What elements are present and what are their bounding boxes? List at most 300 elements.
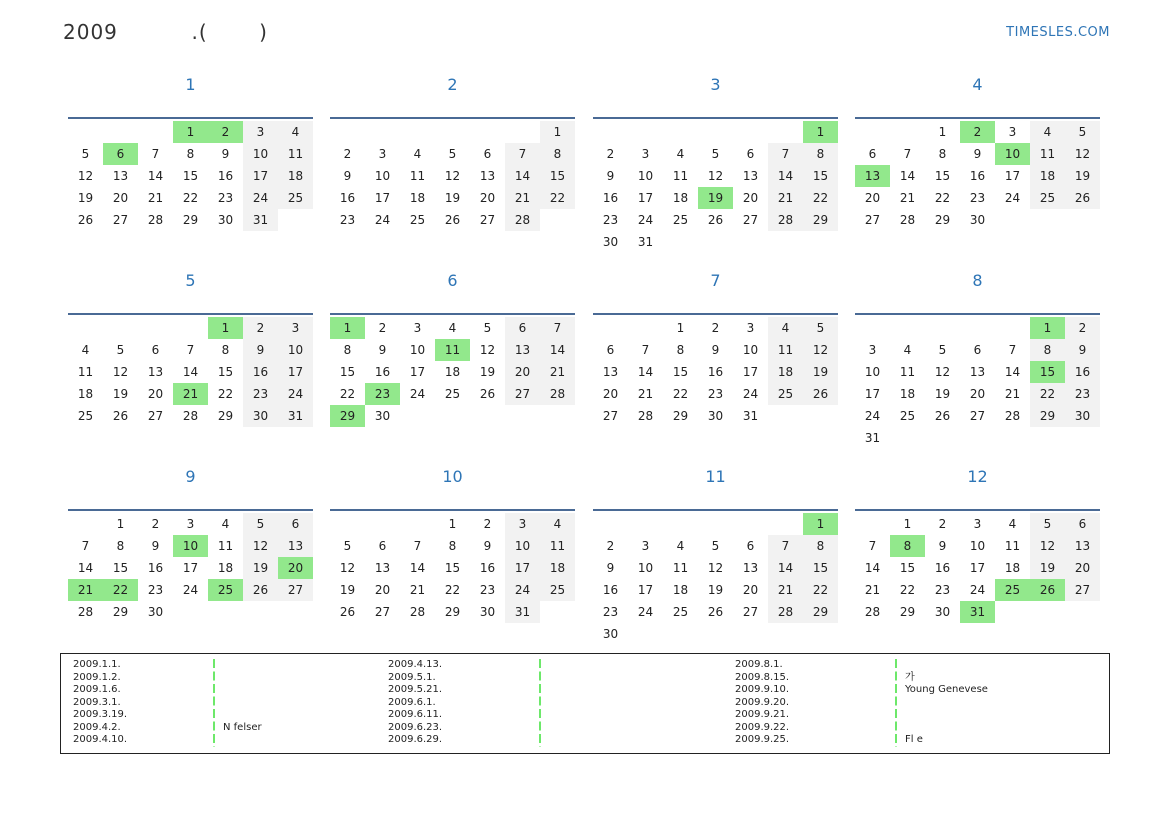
day-cell: 26 — [707, 213, 724, 227]
day-cell: 2 — [243, 317, 278, 339]
day-cell: 13 — [147, 365, 164, 379]
holiday-day-cell: 26 — [1030, 579, 1065, 601]
day-cell: 31 — [742, 409, 759, 423]
day-cell: 28 — [899, 213, 916, 227]
day-cell: 21 — [409, 583, 426, 597]
note-separator — [895, 659, 897, 747]
day-cell: 23 — [479, 583, 496, 597]
empty-cell — [68, 513, 103, 535]
day-cell: 24 — [374, 213, 391, 227]
day-cell: 26 — [803, 383, 838, 405]
month-grid — [330, 121, 575, 231]
empty-cell — [400, 513, 435, 535]
day-cell: 15 — [540, 165, 575, 187]
day-cell: 5 — [1030, 513, 1065, 535]
day-cell: 22 — [899, 583, 916, 597]
day-cell: 30 — [217, 213, 234, 227]
day-cell: 31 — [278, 405, 313, 427]
day-cell: 9 — [938, 539, 947, 553]
day-cell: 23 — [217, 191, 234, 205]
day-cell: 8 — [448, 539, 457, 553]
day-cell: 31 — [864, 431, 881, 445]
holiday-day-cell: 8 — [890, 535, 925, 557]
day-cell: 5 — [711, 147, 720, 161]
holiday-day-cell: 2 — [960, 121, 995, 143]
month-1 — [68, 70, 313, 231]
day-cell: 22 — [339, 387, 356, 401]
day-cell: 2 — [1065, 317, 1100, 339]
day-cell: 25 — [1030, 187, 1065, 209]
day-cell: 1 — [116, 517, 125, 531]
day-cell: 2 — [938, 517, 947, 531]
day-cell: 26 — [479, 387, 496, 401]
month-divider — [593, 313, 838, 315]
day-cell: 18 — [1030, 165, 1065, 187]
day-cell: 12 — [112, 365, 129, 379]
day-cell: 19 — [243, 557, 278, 579]
holiday-day-cell: 1 — [803, 121, 838, 143]
day-cell: 24 — [182, 583, 199, 597]
note-separator — [213, 659, 215, 747]
day-cell: 19 — [339, 583, 356, 597]
holiday-day-cell: 22 — [103, 579, 138, 601]
day-cell: 28 — [864, 605, 881, 619]
month-divider — [855, 117, 1100, 119]
day-cell: 30 — [147, 605, 164, 619]
day-cell: 30 — [934, 605, 951, 619]
day-cell: 19 — [1030, 557, 1065, 579]
day-cell: 18 — [768, 361, 803, 383]
day-cell: 31 — [637, 235, 654, 249]
day-cell: 13 — [505, 339, 540, 361]
day-cell: 16 — [1065, 361, 1100, 383]
day-cell: 24 — [969, 583, 986, 597]
day-cell: 3 — [868, 343, 877, 357]
day-cell: 16 — [707, 365, 724, 379]
day-cell: 27 — [278, 579, 313, 601]
note-description: Fl e — [905, 734, 923, 745]
day-cell: 30 — [602, 235, 619, 249]
day-cell: 6 — [746, 539, 755, 553]
day-cell: 30 — [969, 213, 986, 227]
day-cell: 17 — [243, 165, 278, 187]
holiday-day-cell: 21 — [68, 579, 103, 601]
holiday-day-cell: 25 — [208, 579, 243, 601]
empty-cell — [890, 121, 925, 143]
note-date: 2009.8.15. — [735, 671, 790, 683]
day-cell: 29 — [672, 409, 689, 423]
holiday-notes-box — [60, 653, 1110, 754]
day-cell: 11 — [768, 339, 803, 361]
note-date: 2009.9.21. — [735, 709, 790, 720]
day-cell: 20 — [969, 387, 986, 401]
day-cell: 26 — [243, 579, 278, 601]
day-cell: 19 — [707, 583, 724, 597]
day-cell: 16 — [602, 583, 619, 597]
empty-cell — [505, 121, 540, 143]
day-cell: 19 — [479, 365, 496, 379]
month-name: 7 — [710, 271, 721, 290]
day-cell: 13 — [112, 169, 129, 183]
day-cell: 7 — [186, 343, 195, 357]
month-grid — [68, 513, 313, 623]
day-cell: 20 — [112, 191, 129, 205]
day-cell: 9 — [343, 169, 352, 183]
holiday-day-cell: 21 — [173, 383, 208, 405]
day-cell: 8 — [221, 343, 230, 357]
day-cell: 26 — [112, 409, 129, 423]
empty-cell — [925, 317, 960, 339]
day-cell: 22 — [182, 191, 199, 205]
note-description: Young Genevese — [905, 684, 988, 695]
day-cell: 3 — [1008, 125, 1017, 139]
month-5 — [68, 266, 313, 427]
empty-cell — [365, 121, 400, 143]
day-cell: 20 — [742, 191, 759, 205]
day-cell: 29 — [1030, 405, 1065, 427]
day-cell: 7 — [903, 147, 912, 161]
day-cell: 29 — [217, 409, 234, 423]
day-cell: 4 — [903, 343, 912, 357]
day-cell: 5 — [343, 539, 352, 553]
day-cell: 8 — [676, 343, 685, 357]
day-cell: 27 — [505, 383, 540, 405]
day-cell: 26 — [707, 605, 724, 619]
day-cell: 16 — [374, 365, 391, 379]
day-cell: 4 — [413, 147, 422, 161]
empty-cell — [733, 513, 768, 535]
day-cell: 30 — [374, 409, 391, 423]
day-cell: 23 — [934, 583, 951, 597]
day-cell: 11 — [540, 535, 575, 557]
day-cell: 29 — [112, 605, 129, 619]
day-cell: 17 — [182, 561, 199, 575]
day-cell: 7 — [868, 539, 877, 553]
day-cell: 25 — [672, 605, 689, 619]
day-cell: 19 — [934, 387, 951, 401]
day-cell: 6 — [746, 147, 755, 161]
empty-cell — [768, 513, 803, 535]
day-cell: 15 — [112, 561, 129, 575]
note-date: 2009.9.22. — [735, 721, 790, 733]
month-divider — [68, 117, 313, 119]
day-cell: 24 — [637, 213, 654, 227]
note-date: 2009.1.1. — [73, 659, 121, 670]
day-cell: 8 — [116, 539, 125, 553]
day-cell: 17 — [409, 365, 426, 379]
day-cell: 25 — [672, 213, 689, 227]
day-cell: 2 — [606, 147, 615, 161]
day-cell: 20 — [374, 583, 391, 597]
note-dates-column — [735, 659, 789, 747]
day-cell: 27 — [374, 605, 391, 619]
day-cell: 8 — [803, 535, 838, 557]
day-cell: 13 — [374, 561, 391, 575]
day-cell: 21 — [864, 583, 881, 597]
note-date: 2009.3.1. — [73, 696, 121, 708]
month-name: 8 — [972, 271, 983, 290]
month-name: 9 — [185, 467, 196, 486]
note-date: 2009.4.2. — [73, 721, 121, 733]
holiday-day-cell: 1 — [1030, 317, 1065, 339]
day-cell: 15 — [339, 365, 356, 379]
note-date: 2009.8.1. — [735, 659, 783, 670]
day-cell: 7 — [768, 143, 803, 165]
day-cell: 4 — [221, 517, 230, 531]
day-cell: 21 — [899, 191, 916, 205]
day-cell: 27 — [864, 213, 881, 227]
day-cell: 4 — [1008, 517, 1017, 531]
day-cell: 7 — [413, 539, 422, 553]
empty-cell — [663, 121, 698, 143]
day-cell: 17 — [637, 191, 654, 205]
day-cell: 11 — [409, 169, 426, 183]
day-cell: 28 — [540, 383, 575, 405]
month-name: 10 — [442, 467, 463, 486]
day-cell: 18 — [540, 557, 575, 579]
holiday-day-cell: 23 — [365, 383, 400, 405]
day-cell: 1 — [448, 517, 457, 531]
month-9 — [68, 462, 313, 623]
day-cell: 8 — [1030, 339, 1065, 361]
holiday-day-cell: 25 — [995, 579, 1030, 601]
day-cell: 15 — [217, 365, 234, 379]
day-cell: 18 — [409, 191, 426, 205]
day-cell: 21 — [540, 361, 575, 383]
month-divider — [593, 509, 838, 511]
day-cell: 1 — [938, 125, 947, 139]
day-cell: 20 — [147, 387, 164, 401]
day-cell: 23 — [602, 605, 619, 619]
day-cell: 21 — [768, 187, 803, 209]
note-description — [223, 672, 262, 685]
day-cell: 6 — [278, 513, 313, 535]
empty-cell — [103, 317, 138, 339]
day-cell: 14 — [864, 561, 881, 575]
day-cell: 9 — [973, 147, 982, 161]
day-cell: 2 — [343, 147, 352, 161]
day-cell: 8 — [343, 343, 352, 357]
empty-cell — [330, 121, 365, 143]
day-cell: 7 — [505, 143, 540, 165]
day-cell: 18 — [217, 561, 234, 575]
empty-cell — [138, 121, 173, 143]
day-cell: 30 — [243, 405, 278, 427]
day-cell: 25 — [409, 213, 426, 227]
note-date: 2009.5.1. — [388, 671, 436, 683]
month-grid — [855, 317, 1100, 449]
day-cell: 29 — [444, 605, 461, 619]
day-cell: 21 — [147, 191, 164, 205]
note-description — [223, 684, 262, 697]
note-date: 2009.9.25. — [735, 734, 790, 745]
note-date: 2009.6.29. — [388, 734, 443, 745]
day-cell: 7 — [540, 317, 575, 339]
day-cell: 8 — [938, 147, 947, 161]
day-cell: 24 — [1004, 191, 1021, 205]
day-cell: 30 — [602, 627, 619, 641]
day-cell: 12 — [339, 561, 356, 575]
day-cell: 20 — [505, 361, 540, 383]
empty-cell — [960, 317, 995, 339]
month-name: 1 — [185, 75, 196, 94]
note-date: 2009.4.10. — [73, 734, 128, 745]
empty-cell — [733, 121, 768, 143]
day-cell: 23 — [147, 583, 164, 597]
day-cell: 14 — [182, 365, 199, 379]
empty-cell — [103, 121, 138, 143]
month-divider — [855, 509, 1100, 511]
day-cell: 24 — [278, 383, 313, 405]
note-description — [223, 697, 262, 710]
note-date: 2009.1.6. — [73, 684, 121, 695]
month-name: 3 — [710, 75, 721, 94]
day-cell: 30 — [479, 605, 496, 619]
empty-cell — [628, 121, 663, 143]
note-date: 2009.1.2. — [73, 671, 121, 683]
day-cell: 23 — [602, 213, 619, 227]
day-cell: 23 — [969, 191, 986, 205]
day-cell: 17 — [278, 361, 313, 383]
day-cell: 4 — [1030, 121, 1065, 143]
holiday-day-cell: 1 — [803, 513, 838, 535]
day-cell: 19 — [803, 361, 838, 383]
month-grid — [330, 513, 575, 623]
day-cell: 24 — [409, 387, 426, 401]
day-cell: 1 — [903, 517, 912, 531]
holiday-day-cell: 10 — [173, 535, 208, 557]
month-name: 2 — [447, 75, 458, 94]
day-cell: 14 — [505, 165, 540, 187]
note-date: 2009.3.19. — [73, 709, 128, 720]
day-cell: 14 — [768, 557, 803, 579]
day-cell: 14 — [899, 169, 916, 183]
day-cell: 15 — [899, 561, 916, 575]
month-3 — [593, 70, 838, 253]
day-cell: 6 — [483, 147, 492, 161]
month-7 — [593, 266, 838, 427]
day-cell: 29 — [803, 209, 838, 231]
day-cell: 6 — [151, 343, 160, 357]
day-cell: 28 — [1004, 409, 1021, 423]
day-cell: 3 — [505, 513, 540, 535]
day-cell: 18 — [672, 191, 689, 205]
empty-cell — [628, 317, 663, 339]
day-cell: 28 — [637, 409, 654, 423]
note-description — [223, 709, 262, 722]
day-cell: 20 — [1065, 557, 1100, 579]
note-separator — [539, 659, 541, 747]
month-divider — [855, 313, 1100, 315]
day-cell: 15 — [672, 365, 689, 379]
day-cell: 27 — [602, 409, 619, 423]
day-cell: 25 — [899, 409, 916, 423]
day-cell: 26 — [339, 605, 356, 619]
day-cell: 22 — [1030, 383, 1065, 405]
day-cell: 1 — [676, 321, 685, 335]
day-cell: 17 — [969, 561, 986, 575]
day-cell: 13 — [602, 365, 619, 379]
day-cell: 6 — [868, 147, 877, 161]
empty-cell — [470, 121, 505, 143]
day-cell: 22 — [934, 191, 951, 205]
day-cell: 15 — [934, 169, 951, 183]
note-date: 2009.5.21. — [388, 684, 443, 695]
day-cell: 22 — [217, 387, 234, 401]
day-cell: 10 — [374, 169, 391, 183]
day-cell: 7 — [768, 535, 803, 557]
note-description — [905, 722, 988, 735]
empty-cell — [663, 513, 698, 535]
day-cell: 21 — [768, 579, 803, 601]
day-cell: 15 — [444, 561, 461, 575]
day-cell: 3 — [641, 147, 650, 161]
month-grid — [593, 513, 838, 645]
day-cell: 21 — [505, 187, 540, 209]
day-cell: 23 — [707, 387, 724, 401]
day-cell: 7 — [151, 147, 160, 161]
empty-cell — [855, 513, 890, 535]
day-cell: 9 — [606, 169, 615, 183]
month-name: 5 — [185, 271, 196, 290]
month-grid — [855, 513, 1100, 623]
day-cell: 11 — [672, 561, 689, 575]
day-cell: 13 — [1065, 535, 1100, 557]
month-12 — [855, 462, 1100, 623]
day-cell: 6 — [378, 539, 387, 553]
day-cell: 11 — [1004, 539, 1021, 553]
day-cell: 13 — [742, 169, 759, 183]
empty-cell — [698, 121, 733, 143]
note-description — [905, 659, 988, 672]
day-cell: 4 — [540, 513, 575, 535]
note-date: 2009.6.23. — [388, 721, 443, 733]
month-divider — [330, 509, 575, 511]
day-cell: 27 — [742, 605, 759, 619]
day-cell: 4 — [676, 539, 685, 553]
day-cell: 18 — [278, 165, 313, 187]
day-cell: 27 — [147, 409, 164, 423]
day-cell: 21 — [1004, 387, 1021, 401]
day-cell: 14 — [768, 165, 803, 187]
day-cell: 4 — [768, 317, 803, 339]
day-cell: 24 — [243, 187, 278, 209]
day-cell: 30 — [707, 409, 724, 423]
day-cell: 25 — [77, 409, 94, 423]
day-cell: 14 — [77, 561, 94, 575]
day-cell: 5 — [448, 147, 457, 161]
day-cell: 31 — [243, 209, 278, 231]
page-title: 2009 .( ) — [63, 20, 268, 44]
day-cell: 9 — [711, 343, 720, 357]
holiday-day-cell: 11 — [435, 339, 470, 361]
day-cell: 10 — [278, 339, 313, 361]
day-cell: 11 — [672, 169, 689, 183]
day-cell: 22 — [540, 187, 575, 209]
day-cell: 11 — [1030, 143, 1065, 165]
empty-cell — [995, 317, 1030, 339]
day-cell: 30 — [1065, 405, 1100, 427]
month-divider — [68, 313, 313, 315]
empty-cell — [138, 317, 173, 339]
day-cell: 22 — [444, 583, 461, 597]
day-cell: 4 — [278, 121, 313, 143]
day-cell: 3 — [378, 147, 387, 161]
day-cell: 10 — [969, 539, 986, 553]
note-description: N felser — [223, 721, 262, 733]
day-cell: 31 — [505, 601, 540, 623]
day-cell: 3 — [243, 121, 278, 143]
